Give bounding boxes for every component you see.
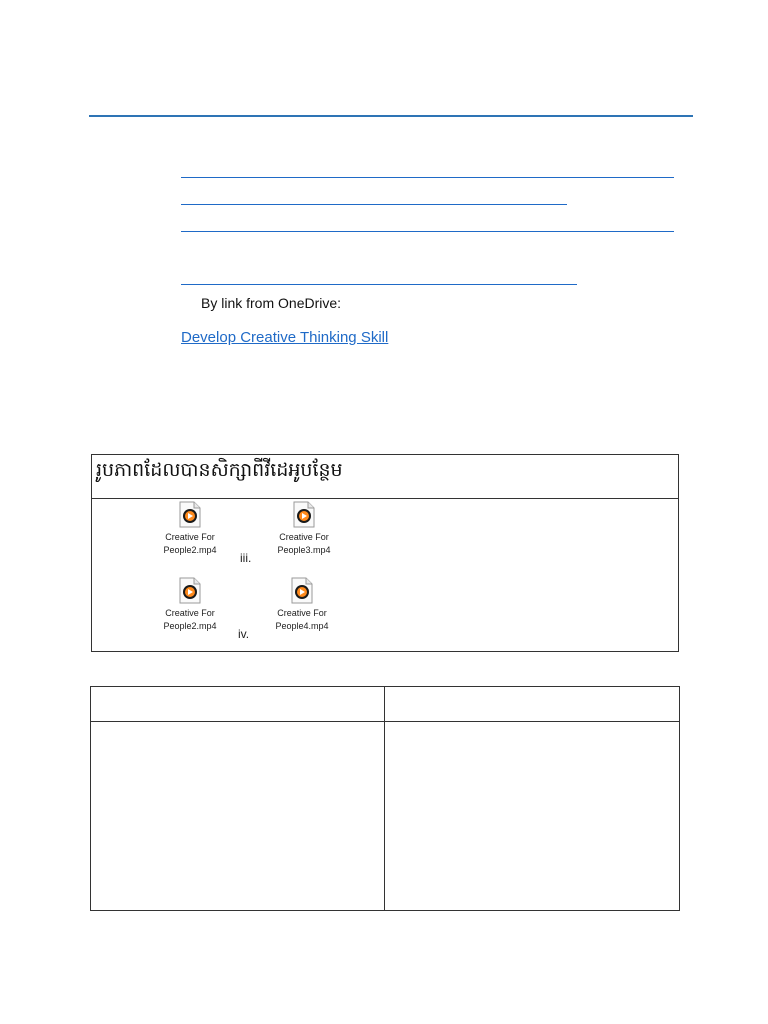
heading-rule — [89, 115, 693, 117]
video-file-icon — [293, 501, 315, 528]
media-box-title: រូបភាពដែលបានសិក្សាពីវីដេអូបន្ថែម — [96, 459, 343, 481]
file-name-line2: People4.mp4 — [275, 621, 329, 631]
video-file-item[interactable] — [267, 577, 337, 633]
file-name-line2: People2.mp4 — [163, 545, 217, 555]
file-name-line2: People3.mp4 — [277, 545, 331, 555]
file-name-line1: Creative For — [277, 608, 327, 618]
table-cell[interactable] — [91, 722, 384, 910]
table-cell[interactable] — [385, 722, 679, 910]
file-name-line2: People2.mp4 — [163, 621, 217, 631]
onedrive-link[interactable]: Develop Creative Thinking Skill — [181, 329, 389, 346]
media-box-header — [91, 454, 679, 499]
link-line-2[interactable] — [181, 204, 567, 205]
link-line-3[interactable] — [181, 231, 674, 232]
video-file-item[interactable] — [155, 501, 225, 557]
list-marker-iii: iii. — [240, 551, 252, 565]
video-file-item[interactable] — [269, 501, 339, 557]
table-header-cell[interactable] — [91, 687, 384, 721]
link-line-4[interactable] — [181, 284, 577, 285]
list-marker-iv: iv. — [238, 627, 250, 641]
file-name-line1: Creative For — [165, 608, 215, 618]
video-file-icon — [179, 577, 201, 604]
link-line-1[interactable] — [181, 177, 674, 178]
video-file-item[interactable] — [155, 577, 225, 633]
onedrive-intro-text: By link from OneDrive: — [201, 295, 342, 311]
file-name-line1: Creative For — [279, 532, 329, 542]
video-file-icon — [179, 501, 201, 528]
video-file-icon — [291, 577, 313, 604]
table-header-cell[interactable] — [385, 687, 679, 721]
file-name-line1: Creative For — [165, 532, 215, 542]
